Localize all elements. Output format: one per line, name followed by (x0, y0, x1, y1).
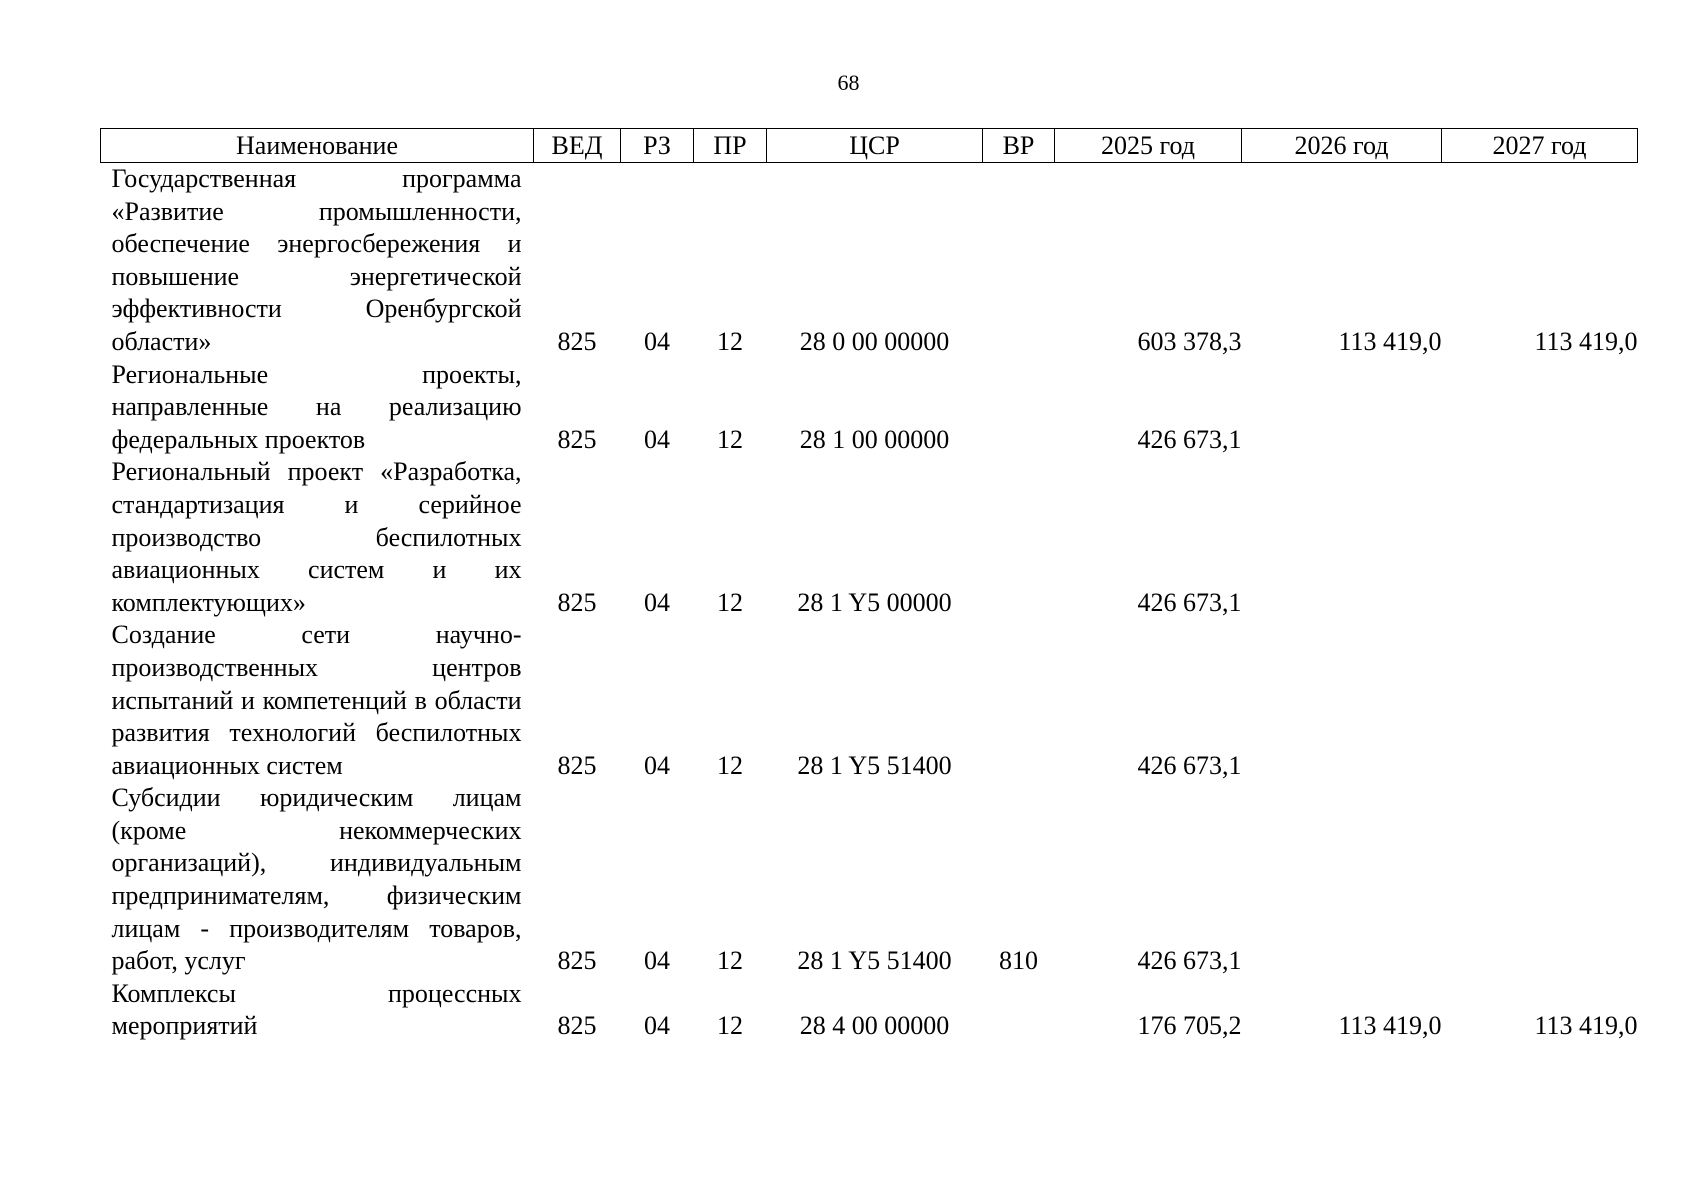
header-2025: 2025 год (1055, 129, 1242, 163)
cell-2027 (1442, 782, 1638, 978)
cell-vr (983, 456, 1055, 619)
cell-rz: 04 (644, 326, 670, 356)
cell-ved: 825 (557, 587, 597, 617)
cell-vr (983, 619, 1055, 782)
cell-pr: 12 (717, 946, 743, 976)
cell-2025: 426 673,1 (1137, 946, 1242, 976)
cell-csr: 28 4 00 00000 (799, 1011, 950, 1041)
cell-2027: 113 419,0 (1534, 326, 1638, 356)
cell-ved: 825 (557, 326, 597, 356)
cell-csr: 28 0 00 00000 (799, 326, 950, 356)
header-vr: ВР (983, 129, 1055, 163)
header-pr: ПР (694, 129, 767, 163)
cell-vr (983, 163, 1055, 359)
cell-2027 (1442, 619, 1638, 782)
cell-rz: 04 (644, 750, 670, 780)
cell-name: Региональные проекты, направленные на реализацию федеральных проектов (111, 359, 522, 454)
cell-2026 (1242, 359, 1442, 457)
cell-vr: 810 (999, 946, 1038, 976)
table-row (101, 978, 1638, 1043)
page-number: 68 (837, 70, 860, 95)
cell-ved: 825 (557, 750, 597, 780)
table-row (101, 163, 1638, 359)
header-csr: ЦСР (767, 129, 983, 163)
cell-csr: 28 1 Y5 51400 (797, 946, 952, 976)
cell-2025: 426 673,1 (1137, 750, 1242, 780)
cell-2025: 426 673,1 (1137, 587, 1242, 617)
cell-name: Комплексы процессных мероприятий (111, 978, 522, 1041)
cell-rz: 04 (644, 424, 670, 454)
cell-rz: 04 (644, 587, 670, 617)
table-row (101, 619, 1638, 782)
cell-rz: 04 (644, 946, 670, 976)
cell-ved: 825 (557, 424, 597, 454)
cell-ved: 825 (557, 1011, 597, 1041)
table-header-row (101, 129, 1638, 163)
cell-2027 (1442, 456, 1638, 619)
cell-2027: 113 419,0 (1534, 1011, 1638, 1041)
header-2026: 2026 год (1242, 129, 1442, 163)
table-row (101, 782, 1638, 978)
cell-2026 (1242, 456, 1442, 619)
cell-pr: 12 (717, 326, 743, 356)
cell-vr (983, 359, 1055, 457)
cell-name: Региональный проект «Разработка, стандартизация и серийное производство беспилотных авиационных систем и их комплектующих» (111, 457, 522, 617)
cell-pr: 12 (717, 424, 743, 454)
cell-2025: 176 705,2 (1137, 1011, 1242, 1041)
header-name: Наименование (101, 129, 534, 163)
cell-csr: 28 1 Y5 00000 (797, 587, 952, 617)
cell-2025: 426 673,1 (1137, 424, 1242, 454)
cell-vr (983, 978, 1055, 1043)
cell-2026: 113 419,0 (1338, 1011, 1442, 1041)
header-rz: РЗ (621, 129, 694, 163)
table-row (101, 359, 1638, 457)
cell-name: Государственная программа «Развитие промышленности, обеспечение энергосбережения и повышение энергетической эффективности Оренбургской области» (111, 164, 522, 356)
header-ved: ВЕД (534, 129, 621, 163)
table-row (101, 456, 1638, 619)
cell-2026: 113 419,0 (1338, 326, 1442, 356)
cell-ved: 825 (557, 946, 597, 976)
cell-rz: 04 (644, 1011, 670, 1041)
cell-2025: 603 378,3 (1137, 326, 1242, 356)
cell-2026 (1242, 619, 1442, 782)
cell-name: Создание сети научно-производственных центров испытаний и компетенций в области развития технологий беспилотных авиационных систем (111, 620, 522, 780)
cell-pr: 12 (717, 750, 743, 780)
cell-csr: 28 1 00 00000 (799, 424, 950, 454)
cell-pr: 12 (717, 587, 743, 617)
cell-pr: 12 (717, 1011, 743, 1041)
cell-csr: 28 1 Y5 51400 (797, 750, 952, 780)
cell-name: Субсидии юридическим лицам (кроме некоммерческих организаций), индивидуальным предпринимателям, физическим лицам - производителям товаров, работ, услуг (111, 783, 522, 976)
cell-2026 (1242, 782, 1442, 978)
cell-2027 (1442, 359, 1638, 457)
header-2027: 2027 год (1442, 129, 1638, 163)
budget-table (100, 128, 1638, 1043)
